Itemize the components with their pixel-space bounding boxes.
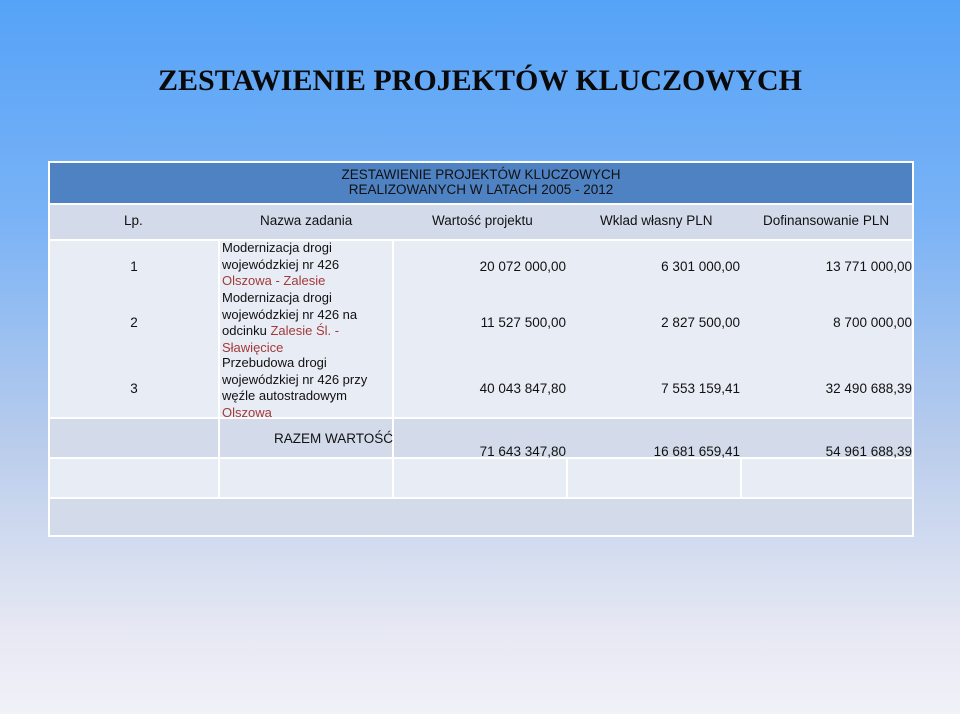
column-header-value: Wartość projektu	[432, 213, 533, 228]
row-1-value: 20 072 000,00	[479, 259, 566, 274]
row-3-cofinancing: 32 490 688,39	[825, 381, 912, 396]
total-own: 16 681 659,41	[653, 444, 740, 459]
row-2-name-highlight: Zalesie Śl. - Sławięcice	[222, 323, 340, 355]
column-header-own: Wklad własny PLN	[600, 213, 713, 228]
row-3-name-plain: Przebudowa drogi wojewódzkiej nr 426 przy węźle autostradowym	[222, 355, 368, 403]
empty-row-cell	[220, 459, 392, 497]
total-lp-cell	[50, 419, 218, 457]
banner-line-1: ZESTAWIENIE PROJEKTÓW KLUCZOWYCH	[341, 167, 621, 182]
row-2-own: 2 827 500,00	[661, 315, 740, 330]
row-1-own: 6 301 000,00	[661, 259, 740, 274]
row-3-name	[222, 355, 390, 421]
table-banner-text	[50, 167, 912, 197]
projects-table	[48, 161, 914, 537]
empty-row-cell	[394, 459, 566, 497]
row-3-name-highlight: Olszowa	[222, 404, 272, 420]
row-2-name-plain: Modernizacja drogi wojewódzkiej nr 426 na odcinku	[222, 290, 358, 338]
total-value: 71 643 347,80	[479, 444, 566, 459]
row-2-name	[222, 290, 390, 356]
total-cofinancing: 54 961 688,39	[825, 444, 912, 459]
row-3-lp: 3	[130, 381, 138, 396]
empty-row-cell	[568, 459, 740, 497]
banner-line-2: REALIZOWANYCH W LATACH 2005 - 2012	[348, 182, 614, 197]
column-header-lp: Lp.	[124, 213, 143, 228]
row-1-name-highlight: Olszowa - Zalesie	[222, 273, 326, 288]
row-3-own: 7 553 159,41	[661, 381, 740, 396]
row-2-cofinancing: 8 700 000,00	[833, 315, 912, 330]
empty-footer-row	[50, 499, 912, 535]
row-1-name	[222, 240, 390, 290]
column-header-name: Nazwa zadania	[260, 213, 353, 228]
row-3-value: 40 043 847,80	[479, 381, 566, 396]
row-2-lp: 2	[130, 315, 138, 330]
row-1-lp: 1	[130, 259, 138, 274]
row-1-cofinancing: 13 771 000,00	[825, 259, 912, 274]
row-1-name-plain: Modernizacja drogi wojewódzkiej nr 426	[222, 240, 340, 272]
page-title: ZESTAWIENIE PROJEKTÓW KLUCZOWYCH	[157, 64, 803, 97]
column-header-cofinancing: Dofinansowanie PLN	[763, 213, 890, 228]
row-2-value: 11 527 500,00	[480, 315, 566, 330]
empty-row-cell	[50, 459, 218, 497]
empty-row-cell	[742, 459, 912, 497]
total-label: RAZEM WARTOŚĆ	[274, 431, 394, 446]
